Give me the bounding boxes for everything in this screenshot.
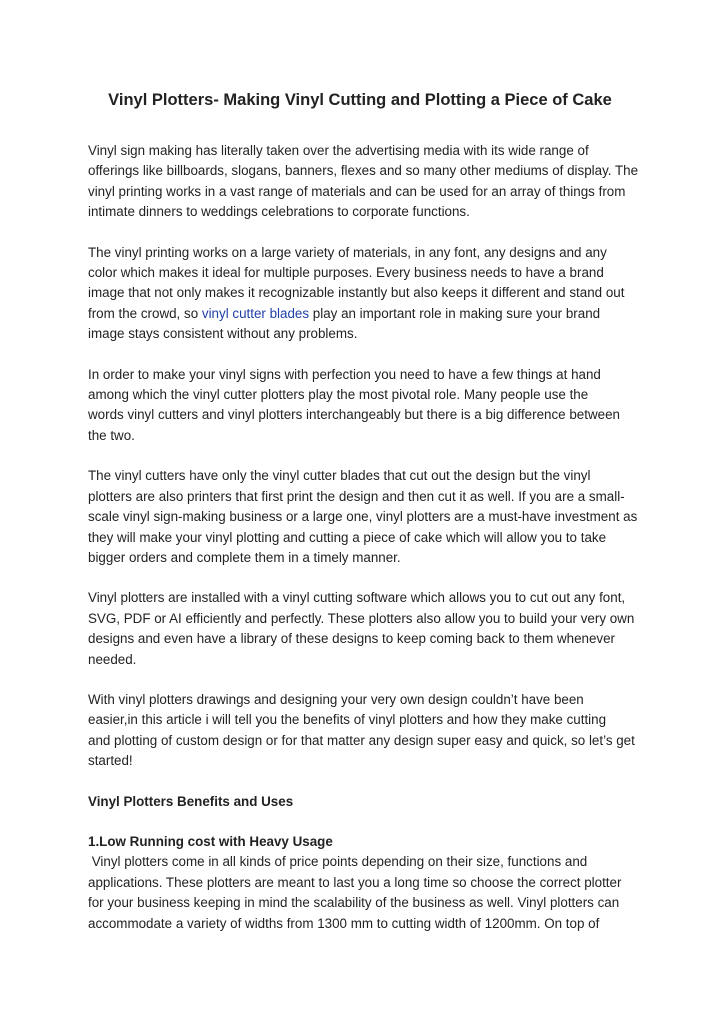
paragraph-line: Vinyl sign making has literally taken over the advertising media with its wide range of [88, 143, 589, 158]
page-title: Vinyl Plotters- Making Vinyl Cutting and Plotting a Piece of Cake [108, 91, 612, 109]
paragraph-line: The vinyl printing works on a large variety of materials, in any font, any designs and any [88, 244, 607, 260]
paragraph-line: intimate dinners to weddings celebrations to corporate functions. [88, 204, 470, 220]
paragraph-line: started! [88, 753, 133, 769]
link-line-after: play an important role in making sure your brand [309, 305, 601, 321]
paragraph-line: In order to make your vinyl signs with perfection you need to have a few things at hand [88, 366, 601, 382]
paragraph-line: With vinyl plotters drawings and designing your very own design couldn’t have been [88, 691, 584, 707]
paragraph-line: needed. [88, 651, 137, 667]
paragraph-2 [88, 243, 632, 345]
paragraph-line: designs and even have a library of these designs to keep coming back to them whenever [88, 631, 616, 647]
paragraph-line: words vinyl cutters and vinyl plotters interchangeably but there is a big difference between [88, 407, 620, 423]
section-heading: Vinyl Plotters Benefits and Uses [88, 793, 294, 809]
paragraph-line: bigger orders and complete them in a timely manner. [88, 549, 401, 565]
subsection-1 [88, 832, 632, 934]
paragraph-line: scale vinyl sign-making business or a large one, vinyl plotters are a must-have investment as [88, 509, 638, 525]
paragraph-line: image that not only makes it recognizable instantly but also keeps it different and stand out [88, 285, 625, 301]
paragraph-6 [88, 690, 635, 772]
paragraph-line: plotters are also printers that first print the design and then cut it as well. If you are a small- [88, 488, 625, 504]
paragraph-line-with-link [88, 304, 632, 324]
paragraph-line: Vinyl plotters come in all kinds of price points depending on their size, functions and [88, 854, 588, 870]
paragraph-line: SVG, PDF or AI efficiently and perfectly. These plotters also allow you to build your very own [88, 610, 635, 626]
paragraph-line: offerings like billboards, slogans, banners, flexes and so many other mediums of display. The [88, 163, 639, 179]
paragraph-line: applications. These plotters are meant to last you a long time so choose the correct plotter [88, 874, 622, 890]
paragraph-line: easier,in this article i will tell you the benefits of vinyl plotters and how they make cutting [88, 712, 607, 728]
subsection-heading: 1.Low Running cost with Heavy Usage [88, 833, 333, 849]
paragraph-line: they will make your vinyl plotting and cutting a piece of cake which will allow you to take [88, 529, 607, 545]
paragraph-line: vinyl printing works in a vast range of materials and can be used for an array of things from [88, 183, 626, 199]
paragraph-line: accommodate a variety of widths from 1300 mm to cutting width of 1200mm. On top of [88, 915, 600, 931]
paragraph-line: Vinyl plotters are installed with a vinyl cutting software which allows you to cut out any font, [88, 590, 626, 606]
paragraph-line: image stays consistent without any problems. [88, 326, 358, 342]
paragraph-4 [88, 466, 638, 568]
paragraph-line: and plotting of custom design or for that matter any design super easy and quick, so let’s get [88, 732, 635, 748]
paragraph-line: the two. [88, 427, 135, 443]
paragraph-line: color which makes it ideal for multiple purposes. Every business needs to have a brand [88, 265, 604, 281]
paragraph-line: for your business keeping in mind the scalability of the business as well. Vinyl plotters can [88, 895, 620, 911]
paragraph-5 [88, 588, 635, 670]
paragraph-1 [88, 141, 639, 223]
paragraph-line: among which the vinyl cutter plotters play the most pivotal role. Many people use the [88, 387, 589, 403]
vinyl-cutter-blades-link[interactable]: vinyl cutter blades [201, 305, 310, 321]
paragraph-line: The vinyl cutters have only the vinyl cutter blades that cut out the design but the vinyl [88, 468, 591, 484]
link-line-before: from the crowd, so [88, 305, 202, 321]
paragraph-3 [88, 365, 632, 447]
